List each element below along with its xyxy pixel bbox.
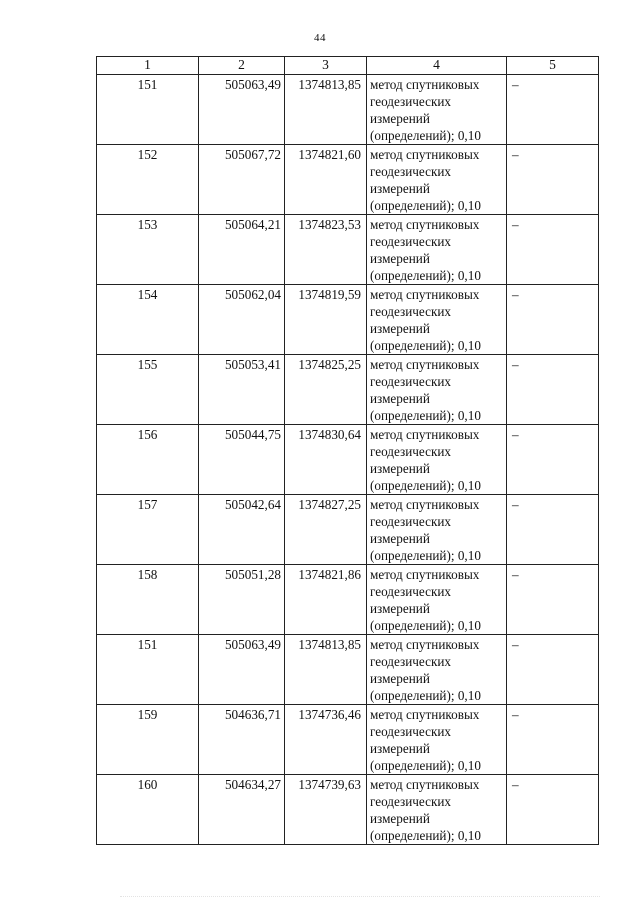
note-cell <box>507 635 599 705</box>
y-coordinate-cell: 1374821,86 <box>285 565 367 635</box>
y-coordinate-cell: 1374825,25 <box>285 355 367 425</box>
method-line: (определений); 0,10 <box>370 688 481 703</box>
method-line: метод спутниковых <box>370 427 480 442</box>
point-number-cell: 151 <box>97 75 199 145</box>
method-line: геодезических <box>370 234 452 249</box>
method-line: геодезических <box>370 374 452 389</box>
x-coordinate-cell: 505053,41 <box>199 355 285 425</box>
table-row <box>97 495 599 565</box>
method-cell <box>367 495 507 565</box>
note-cell <box>507 705 599 775</box>
method-line: (определений); 0,10 <box>370 268 481 283</box>
method-line: (определений); 0,10 <box>370 198 481 213</box>
method-line: метод спутниковых <box>370 287 480 302</box>
point-number-cell: 157 <box>97 495 199 565</box>
method-line: (определений); 0,10 <box>370 758 481 773</box>
y-coordinate-cell: 1374813,85 <box>285 635 367 705</box>
method-line: измерений <box>370 321 430 336</box>
y-coordinate-cell: 1374819,59 <box>285 285 367 355</box>
method-line: измерений <box>370 811 430 826</box>
method-cell <box>367 75 507 145</box>
y-coordinate-cell: 1374821,60 <box>285 145 367 215</box>
dash-mark: – <box>512 217 519 232</box>
column-header-3: 3 <box>285 57 367 75</box>
x-coordinate-cell: 505064,21 <box>199 215 285 285</box>
column-header-5: 5 <box>507 57 599 75</box>
column-header-2: 2 <box>199 57 285 75</box>
y-coordinate-cell: 1374823,53 <box>285 215 367 285</box>
footer-bleed-through <box>120 896 600 903</box>
method-cell <box>367 775 507 845</box>
y-coordinate-cell: 1374739,63 <box>285 775 367 845</box>
method-line: (определений); 0,10 <box>370 618 481 633</box>
note-cell <box>507 565 599 635</box>
table-body <box>97 75 599 845</box>
note-cell <box>507 775 599 845</box>
page-number: 44 <box>314 32 326 44</box>
method-line: геодезических <box>370 654 452 669</box>
table-row <box>97 215 599 285</box>
dash-mark: – <box>512 147 519 162</box>
table-header-row <box>97 57 599 75</box>
x-coordinate-cell: 505044,75 <box>199 425 285 495</box>
y-coordinate-cell: 1374827,25 <box>285 495 367 565</box>
point-number-cell: 155 <box>97 355 199 425</box>
method-cell <box>367 425 507 495</box>
x-coordinate-cell: 505051,28 <box>199 565 285 635</box>
method-line: метод спутниковых <box>370 77 480 92</box>
method-line: геодезических <box>370 514 452 529</box>
method-cell <box>367 565 507 635</box>
method-line: измерений <box>370 601 430 616</box>
x-coordinate-cell: 505062,04 <box>199 285 285 355</box>
method-line: метод спутниковых <box>370 707 480 722</box>
x-coordinate-cell: 505063,49 <box>199 635 285 705</box>
table-row <box>97 145 599 215</box>
method-line: измерений <box>370 181 430 196</box>
method-line: (определений); 0,10 <box>370 408 481 423</box>
table-row <box>97 425 599 495</box>
y-coordinate-cell: 1374830,64 <box>285 425 367 495</box>
method-line: метод спутниковых <box>370 637 480 652</box>
note-cell <box>507 145 599 215</box>
method-cell <box>367 355 507 425</box>
table-row <box>97 705 599 775</box>
method-line: геодезических <box>370 94 452 109</box>
method-line: измерений <box>370 461 430 476</box>
dash-mark: – <box>512 567 519 582</box>
column-header-1: 1 <box>97 57 199 75</box>
point-number-cell: 158 <box>97 565 199 635</box>
x-coordinate-cell: 505042,64 <box>199 495 285 565</box>
dash-mark: – <box>512 427 519 442</box>
dash-mark: – <box>512 77 519 92</box>
method-cell <box>367 285 507 355</box>
method-line: метод спутниковых <box>370 147 480 162</box>
method-line: измерений <box>370 391 430 406</box>
method-line: метод спутниковых <box>370 357 480 372</box>
table-row <box>97 635 599 705</box>
dash-mark: – <box>512 287 519 302</box>
point-number-cell: 156 <box>97 425 199 495</box>
point-number-cell: 160 <box>97 775 199 845</box>
note-cell <box>507 425 599 495</box>
method-line: метод спутниковых <box>370 217 480 232</box>
method-line: геодезических <box>370 444 452 459</box>
x-coordinate-cell: 504634,27 <box>199 775 285 845</box>
method-line: (определений); 0,10 <box>370 478 481 493</box>
method-line: измерений <box>370 671 430 686</box>
table-row <box>97 285 599 355</box>
note-cell <box>507 495 599 565</box>
method-line: измерений <box>370 531 430 546</box>
note-cell <box>507 215 599 285</box>
method-line: (определений); 0,10 <box>370 548 481 563</box>
x-coordinate-cell: 504636,71 <box>199 705 285 775</box>
method-line: измерений <box>370 741 430 756</box>
table-row <box>97 775 599 845</box>
method-line: геодезических <box>370 584 452 599</box>
dash-mark: – <box>512 497 519 512</box>
dash-mark: – <box>512 707 519 722</box>
table-row <box>97 75 599 145</box>
method-line: геодезических <box>370 304 452 319</box>
x-coordinate-cell: 505067,72 <box>199 145 285 215</box>
method-cell <box>367 145 507 215</box>
point-number-cell: 153 <box>97 215 199 285</box>
method-line: метод спутниковых <box>370 567 480 582</box>
method-line: (определений); 0,10 <box>370 828 481 843</box>
column-header-4: 4 <box>367 57 507 75</box>
method-line: метод спутниковых <box>370 497 480 512</box>
method-line: (определений); 0,10 <box>370 128 481 143</box>
method-line: (определений); 0,10 <box>370 338 481 353</box>
table-row <box>97 355 599 425</box>
method-line: измерений <box>370 251 430 266</box>
point-number-cell: 159 <box>97 705 199 775</box>
x-coordinate-cell: 505063,49 <box>199 75 285 145</box>
method-line: геодезических <box>370 724 452 739</box>
dash-mark: – <box>512 637 519 652</box>
method-line: геодезических <box>370 164 452 179</box>
point-number-cell: 154 <box>97 285 199 355</box>
method-cell <box>367 635 507 705</box>
note-cell <box>507 75 599 145</box>
dash-mark: – <box>512 777 519 792</box>
method-line: измерений <box>370 111 430 126</box>
method-line: геодезических <box>370 794 452 809</box>
method-cell <box>367 215 507 285</box>
coordinates-table <box>96 56 599 845</box>
note-cell <box>507 285 599 355</box>
table-row <box>97 565 599 635</box>
dash-mark: – <box>512 357 519 372</box>
method-line: метод спутниковых <box>370 777 480 792</box>
y-coordinate-cell: 1374813,85 <box>285 75 367 145</box>
y-coordinate-cell: 1374736,46 <box>285 705 367 775</box>
note-cell <box>507 355 599 425</box>
method-cell <box>367 705 507 775</box>
point-number-cell: 152 <box>97 145 199 215</box>
point-number-cell: 151 <box>97 635 199 705</box>
